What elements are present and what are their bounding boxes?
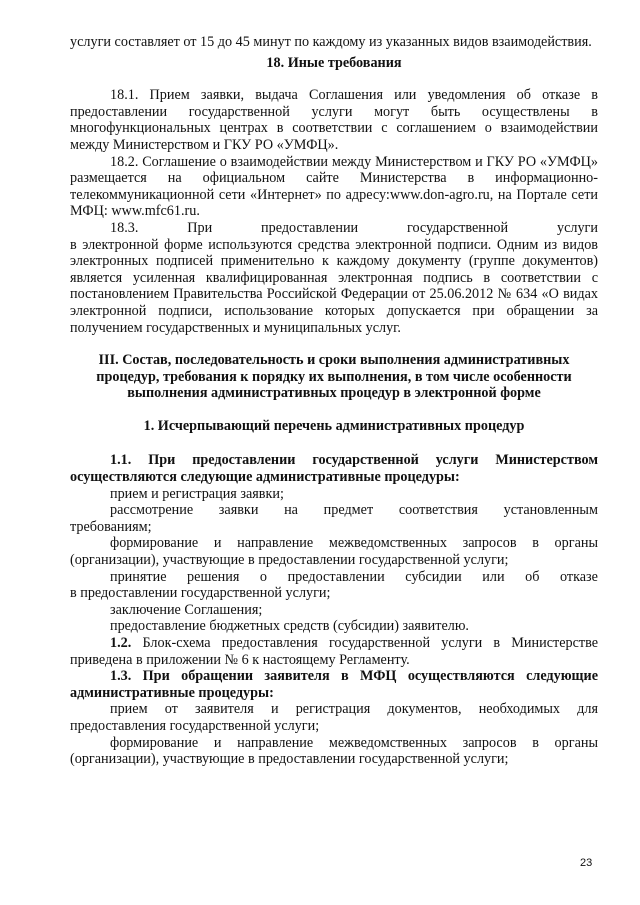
list-item-4	[70, 569, 598, 602]
page-content	[70, 34, 598, 768]
word: или	[482, 568, 505, 585]
list-item-4-rest: в предоставлении государственной услуги;	[70, 585, 331, 602]
list-item-3: формирование и направление межведомственных запросов в органы (организации), участвующие в предоставлении государственной услуги;	[70, 535, 598, 569]
word: услуги	[556, 219, 598, 236]
paragraph-18-1: 18.1. Прием заявки, выдача Соглашения или уведомления об отказе в предоставлении государственной услуги могут быть осуществлены в многофункциональных центрах в соответствии с соглашением о взаимодействии между Министерством и ГКУ РО «УМФЦ».	[70, 87, 598, 153]
list-item-6: предоставление бюджетных средств (субсидии) заявителю.	[110, 618, 469, 635]
word: установленным	[503, 502, 598, 519]
paragraph-1-1: 1.1. При предоставлении государственной услуги Министерством осуществляются следующие административные процедуры:	[70, 452, 598, 486]
page-number: 23	[580, 857, 593, 869]
mfc-item-2: формирование и направление межведомственных запросов в органы (организации), участвующие в предоставлении государственной услуги;	[70, 734, 598, 768]
paragraph-18-3-rest: в электронной форме используются средства электронной подписи. Одним из видов электронных подписей применительно к каждому документу (группе документов) является усиленная квалифицированная электронная подпись в соответствии с постановлением Правительства Российской Федерации от 25.06.2012 № 634 «О видах электронной подписи, использование которых допускается при обращении за получением государственных и муниципальных услуг.	[70, 236, 598, 336]
word: рассмотрение	[110, 502, 194, 519]
section-1-heading: 1. Исчерпывающий перечень административных процедур	[143, 417, 525, 434]
word: о	[259, 568, 268, 585]
word: При	[187, 219, 213, 236]
paragraph-top: услуги составляет от 15 до 45 минут по каждому из указанных видов взаимодействия.	[70, 34, 592, 50]
list-item-5: заключение Соглашения;	[110, 601, 263, 618]
list-item-2-rest: требованиям;	[70, 518, 152, 535]
word: об	[525, 568, 540, 585]
chapter-3-heading: III. Состав, последовательность и сроки выполнения административных процедур, требования к порядку их выполнения, в том числе особенности выполнения административных процедур в электронной форме	[96, 352, 572, 402]
paragraph-1-2-number: 1.2.	[110, 635, 132, 651]
paragraph-18-2: 18.2. Соглашение о взаимодействии между Министерством и ГКУ РО «УМФЦ» размещается на официальном сайте Министерства в информационно-телекоммуникационной сети «Интернет» по адресу:www.don-agro.ru, на Портале сети МФЦ: www.mfc61.ru.	[70, 153, 598, 220]
word: 18.3.	[110, 219, 139, 236]
word: принятие	[110, 568, 167, 585]
paragraph-18-3-first-line	[70, 220, 598, 237]
list-item-2-first-line	[70, 502, 598, 519]
paragraph-1-3: 1.3. При обращении заявителя в МФЦ осуществляются следующие административные процедуры:	[70, 668, 598, 701]
word: на	[284, 502, 298, 519]
list-item-4-first-line	[70, 569, 598, 586]
word: субсидии	[405, 568, 462, 585]
word: государственной	[407, 219, 509, 236]
mfc-item-1: прием от заявителя и регистрация документов, необходимых для предоставления государственной услуги;	[70, 701, 598, 734]
section-18-heading: 18. Иные требования	[266, 54, 402, 71]
paragraph-18-3	[70, 220, 598, 336]
list-item-1: прием и регистрация заявки;	[110, 485, 284, 502]
list-item-2	[70, 502, 598, 535]
word: заявки	[218, 502, 259, 519]
word: предмет	[323, 502, 374, 519]
paragraph-1-2-text: Блок-схема предоставления государственной услуги в Министерстве приведена в приложении № 6 к настоящему Регламенту.	[70, 635, 598, 668]
word: соответствия	[398, 502, 478, 519]
word: предоставлении	[261, 219, 359, 236]
word: отказе	[559, 568, 598, 585]
word: решения	[187, 568, 240, 585]
word: предоставлении	[287, 568, 385, 585]
paragraph-1-2	[70, 635, 598, 668]
